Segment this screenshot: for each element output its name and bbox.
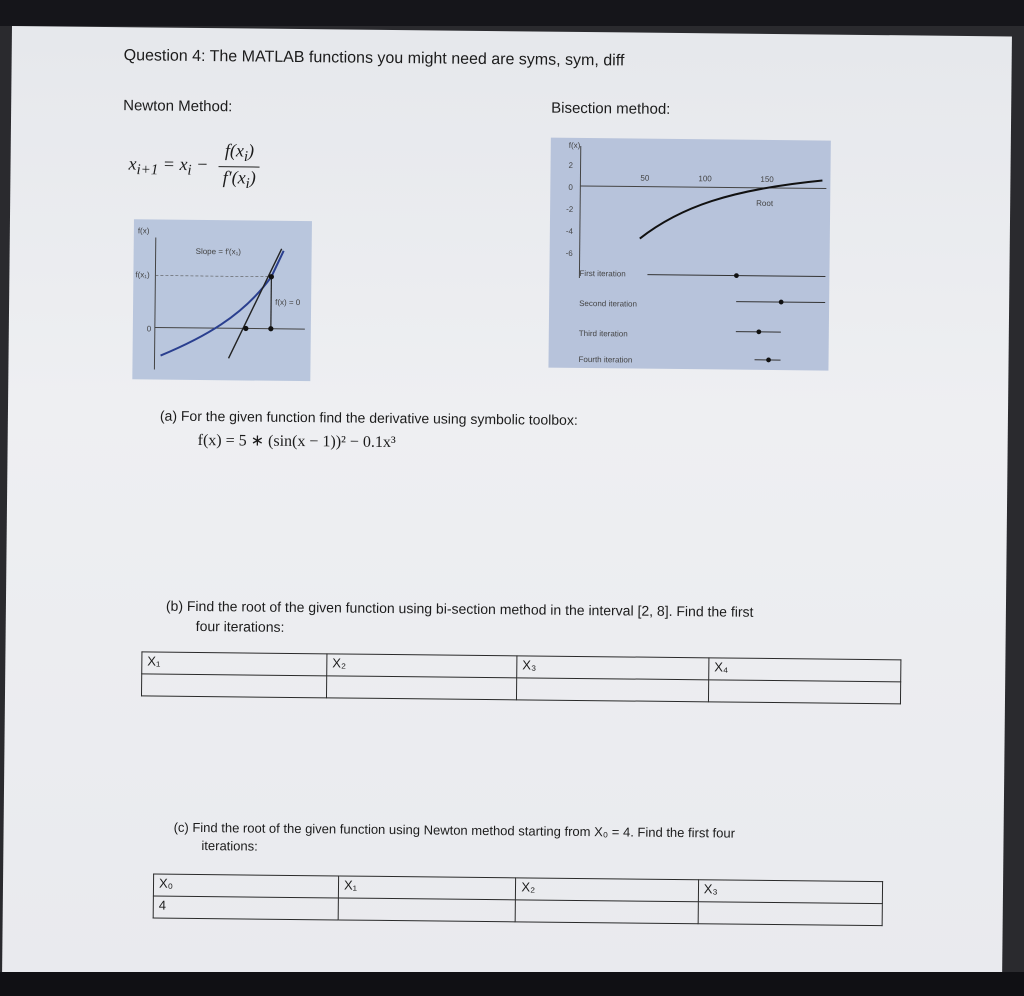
part-c-line2: iterations: [201, 838, 258, 854]
question-title: Question 4: The MATLAB functions you might need are syms, sym, diff [123, 47, 625, 70]
bisect-y-axis [579, 146, 580, 278]
newton-drop-line [271, 277, 272, 329]
table-header-x2: X₂ [516, 878, 699, 902]
bisect-iter-2: Second iteration [579, 298, 637, 309]
newton-x-axis [155, 328, 305, 330]
part-b-line2: four iterations: [195, 617, 285, 635]
formula-numerator: $f(x_i)$ [219, 140, 260, 167]
formula-rhs-sub: i [187, 162, 192, 179]
table-header-x4: X₄ [709, 658, 901, 682]
newton-guide-line [155, 276, 271, 277]
bisect-iter-4-mid [766, 358, 771, 363]
newton-zero-label: 0 [146, 324, 152, 334]
bisect-ytick-4: -6 [565, 248, 573, 258]
answer-cell-x2[interactable] [516, 900, 699, 924]
formula-lhs: x [128, 153, 137, 174]
table-header-x3: X₃ [517, 656, 709, 680]
formula-eq: = x [158, 153, 188, 175]
bisect-iter-1: First iteration [579, 268, 626, 279]
newton-tangent [229, 248, 282, 359]
answer-cell-x3[interactable] [698, 902, 882, 926]
worksheet-page [2, 26, 1012, 986]
bisect-y-label: f(x) [568, 140, 581, 150]
table-header-x3: X₃ [698, 880, 882, 904]
newton-slope-label: Slope = f′(x₁) [195, 246, 242, 257]
answer-cell-x3[interactable] [516, 678, 708, 702]
formula-lhs-sub: i+1 [136, 162, 159, 179]
newton-xi-point [268, 326, 273, 331]
bisect-iter-2-mid [779, 300, 784, 305]
newton-y-axis [154, 238, 155, 370]
bisect-xtick-2: 150 [760, 174, 774, 184]
background-bottom [0, 972, 1024, 996]
part-c-line1: (c) Find the root of the given function using Newton method starting from X₀ = 4. Find the first four [173, 819, 736, 841]
bisect-iter-4: Fourth iteration [578, 354, 633, 365]
table-header-x0: X₀ [153, 874, 338, 898]
bisection-heading: Bisection method: [551, 99, 671, 118]
bisect-iter-1-mid [734, 273, 739, 278]
newton-fxi-label: f(x₁) [135, 270, 150, 280]
answer-cell-x4[interactable] [708, 680, 900, 704]
part-a-function: f(x) = 5 ∗ (sin(x − 1))² − 0.1x³ [197, 431, 396, 452]
newton-heading: Newton Method: [123, 97, 233, 116]
newton-figure [132, 219, 312, 381]
bisect-xtick-0: 50 [640, 173, 650, 183]
formula-fraction [219, 140, 261, 193]
newton-formula [128, 139, 260, 193]
part-a-text: (a) For the given function find the derivative using symbolic toolbox: [159, 407, 578, 428]
newton-curve [161, 250, 284, 357]
answer-cell-x1[interactable] [141, 674, 326, 698]
bisect-ytick-0: 2 [568, 160, 574, 170]
background-top [0, 0, 1024, 26]
bisection-figure [548, 138, 830, 371]
bisect-ytick-3: -4 [565, 226, 574, 236]
table-header-x2: X₂ [327, 654, 517, 678]
formula-minus: − [191, 154, 213, 175]
table-header-x1: X₁ [338, 876, 516, 900]
answer-cell-x2[interactable] [326, 676, 516, 700]
bisect-root-label: Root [756, 198, 774, 208]
table-header-x1: X₁ [142, 652, 327, 676]
part-b-line1: (b) Find the root of the given function using bi-section method in the interval [2, 8]. Find the first [165, 597, 754, 620]
newton-y-label: f(x) [137, 226, 150, 236]
bisect-iter-3: Third iteration [578, 328, 628, 339]
newton-answer-table [153, 874, 883, 927]
newton-root-label: f(x) = 0 [275, 297, 301, 308]
bisection-answer-table [141, 651, 901, 704]
bisect-ytick-2: -2 [566, 204, 574, 214]
bisect-x-axis [580, 186, 826, 189]
answer-cell-x0: 4 [153, 896, 338, 920]
bisect-ytick-1: 0 [568, 182, 573, 192]
bisect-iter-3-mid [756, 329, 761, 334]
bisect-xtick-1: 100 [698, 174, 712, 184]
answer-cell-x1[interactable] [338, 898, 516, 922]
formula-denominator: $f'(x_i)$ [222, 166, 256, 192]
